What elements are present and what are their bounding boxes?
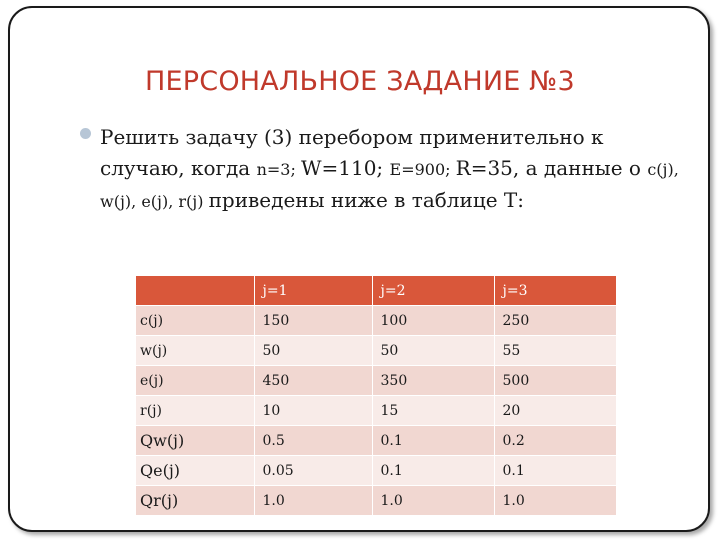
table-cell: 450 [254, 366, 372, 396]
table-cell: 1.0 [494, 486, 616, 516]
table-row [136, 456, 616, 486]
table-cell: 0.2 [494, 426, 616, 456]
table-cell: 250 [494, 306, 616, 336]
row-label: e(j) [136, 366, 254, 396]
table-row [136, 396, 616, 426]
table-cell: 150 [254, 306, 372, 336]
row-label: r(j) [136, 396, 254, 426]
param-e: E=900; [389, 160, 456, 179]
task-paragraph [100, 122, 680, 217]
row-label: w(j) [136, 336, 254, 366]
param-n: n=3; [256, 160, 301, 179]
bullet-icon [80, 128, 91, 139]
header-cell: j=2 [372, 276, 494, 306]
task-text-1: Решить задачу (3) перебором применительно к случаю, когда [100, 125, 604, 180]
table-row [136, 426, 616, 456]
table-cell: 10 [254, 396, 372, 426]
table-cell: 100 [372, 306, 494, 336]
param-w: W=110; [300, 156, 390, 180]
header-cell: j=3 [494, 276, 616, 306]
row-label: Qr(j) [136, 486, 254, 516]
table-header-row [136, 276, 616, 306]
row-label: Qe(j) [136, 456, 254, 486]
table-cell: 500 [494, 366, 616, 396]
task-text-2: , а данные о [512, 156, 648, 180]
table-cell: 0.5 [254, 426, 372, 456]
task-text-3: приведены ниже в таблице Т: [208, 188, 524, 212]
header-cell: j=1 [254, 276, 372, 306]
param-r: R=35 [455, 156, 513, 180]
table-cell: 50 [254, 336, 372, 366]
row-label: Qw(j) [136, 426, 254, 456]
table-cell: 1.0 [254, 486, 372, 516]
table-cell: 0.1 [372, 426, 494, 456]
header-cell [136, 276, 254, 306]
table-row [136, 486, 616, 516]
table-cell: 55 [494, 336, 616, 366]
row-label: c(j) [136, 306, 254, 336]
table-cell: 20 [494, 396, 616, 426]
table-row [136, 336, 616, 366]
task-vars: c(j), w(j), e(j), r(j) [100, 160, 679, 211]
table-cell: 15 [372, 396, 494, 426]
slide-title: ПЕРСОНАЛЬНОЕ ЗАДАНИЕ №3 [145, 66, 575, 97]
table-cell: 0.1 [494, 456, 616, 486]
table-cell: 1.0 [372, 486, 494, 516]
table-cell: 0.05 [254, 456, 372, 486]
table-cell: 0.1 [372, 456, 494, 486]
table-cell: 350 [372, 366, 494, 396]
table-row [136, 366, 616, 396]
data-table [136, 276, 617, 516]
table-cell: 50 [372, 336, 494, 366]
table-row [136, 306, 616, 336]
